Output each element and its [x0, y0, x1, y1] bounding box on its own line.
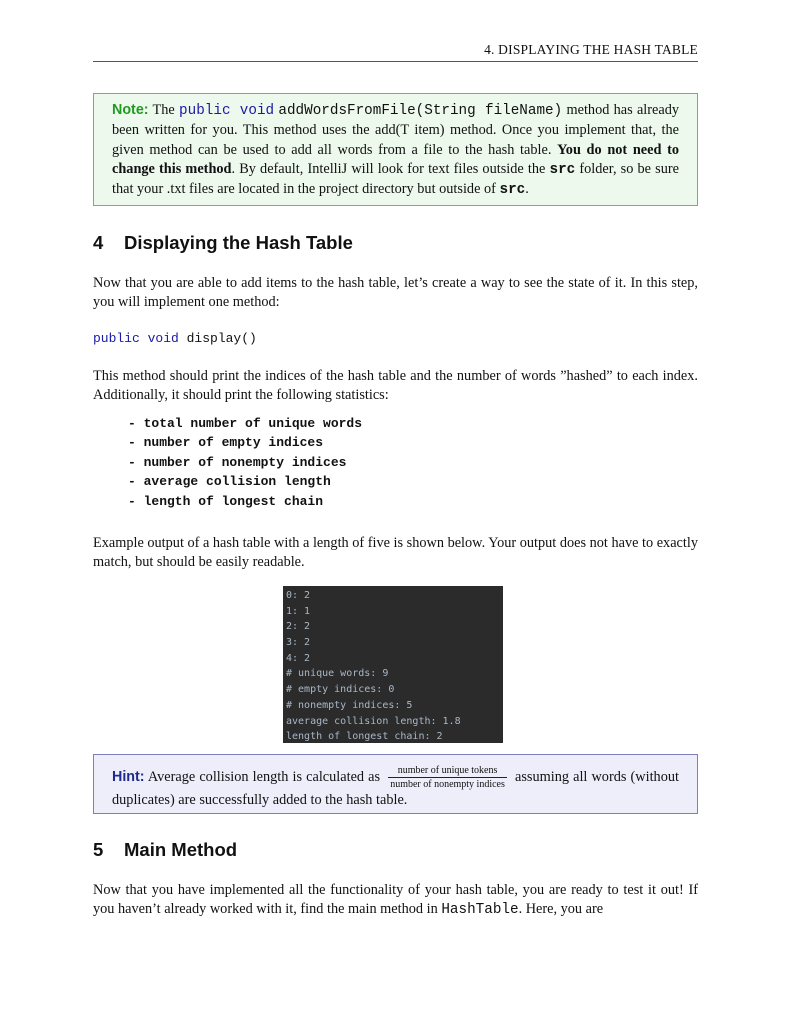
console-line: 1: 1: [286, 605, 311, 617]
note-code-signature: addWordsFromFile(String fileName): [278, 103, 563, 119]
statistics-list: [128, 414, 362, 511]
code-keyword: public void: [93, 331, 179, 346]
list-item: - number of empty indices: [128, 435, 324, 451]
section-title: Displaying the Hash Table: [124, 232, 353, 253]
console-line: 4: 2: [286, 652, 311, 664]
hint-text: assuming all words (without duplicates) are successfully added to the hash table.: [112, 768, 679, 808]
console-line: # unique words: 9: [286, 668, 389, 680]
list-item: - number of nonempty indices: [128, 454, 347, 470]
note-code-src: src: [549, 161, 576, 178]
running-header: 4. DISPLAYING THE HASH TABLE: [484, 42, 698, 57]
section4-para2: This method should print the indices of the hash table and the number of words ”hashed” to each index. Additionally, it should print the following statistics:: [93, 368, 698, 404]
hint-text: Average collision length is calculated as: [144, 768, 385, 785]
console-line: # empty indices: 0: [286, 684, 395, 696]
note-box: Note: The public void addWordsFromFile(String fileName) method has already been written for you. This method uses the add(T item) method. Once you implement that, the given method can be used to add all words from a file to the hash table. You do not need to change this method. By default, IntelliJ will look for text files outside the src folder, so be sure that your .txt files are located in the project directory but outside of src.: [93, 93, 698, 206]
note-label: Note:: [112, 102, 149, 118]
formula-denominator: number of nonempty indices: [390, 779, 505, 790]
console-line: 0: 2: [286, 590, 311, 601]
note-text: . By default, IntelliJ will look for text files outside the: [231, 160, 550, 177]
console-line: 2: 2: [286, 621, 311, 633]
note-code-keyword: public void: [179, 103, 275, 119]
console-line: 3: 2: [286, 637, 311, 649]
code-text: display(): [178, 331, 257, 346]
note-text: folder, so be sure that your .txt files are located in the project directory but outside of: [112, 160, 679, 198]
section-number: 4: [93, 232, 104, 253]
note-text: The: [148, 102, 180, 118]
code-hashtable: HashTable: [441, 902, 519, 919]
collision-formula: [388, 765, 507, 790]
list-item: - length of longest chain: [128, 493, 324, 509]
note-bold-text: You do not need to change this method: [112, 141, 679, 177]
hint-box: [93, 754, 698, 814]
header-rule: [93, 61, 698, 62]
section-heading-4: [93, 232, 353, 254]
list-item: - total number of unique words: [128, 416, 363, 431]
console-line: average collision length: 1.8: [286, 715, 461, 727]
console-output-screenshot: [283, 586, 503, 743]
list-item: - average collision length: [128, 474, 331, 490]
display-method-signature: [93, 331, 257, 346]
hint-label: Hint:: [112, 768, 145, 785]
section-heading-5: [93, 839, 237, 861]
example-paragraph: Example output of a hash table with a length of five is shown below. Your output does not have to exactly match, but should be easily readable.: [93, 535, 698, 571]
note-text: method has already been written for you. This method uses the add(T item) method. Once you implement that, the given method can be used to add all words from a file to the hash table.: [112, 102, 680, 158]
console-line: length of longest chain: 2: [286, 731, 443, 743]
console-line: # nonempty indices: 5: [286, 699, 413, 711]
note-code-src: src: [499, 182, 526, 199]
section-title: Main Method: [124, 839, 238, 860]
section-number: 5: [93, 839, 104, 860]
section4-intro: Now that you are able to add items to the hash table, let’s create a way to see the state of it. In this step, you will implement one method:: [93, 275, 698, 311]
section5-paragraph: Now that you have implemented all the functionality of your hash table, you are ready to test it out! If you haven’t already worked with it, find the main method in HashTable. Here, you are: [93, 882, 698, 919]
formula-numerator: number of unique tokens: [388, 765, 507, 778]
